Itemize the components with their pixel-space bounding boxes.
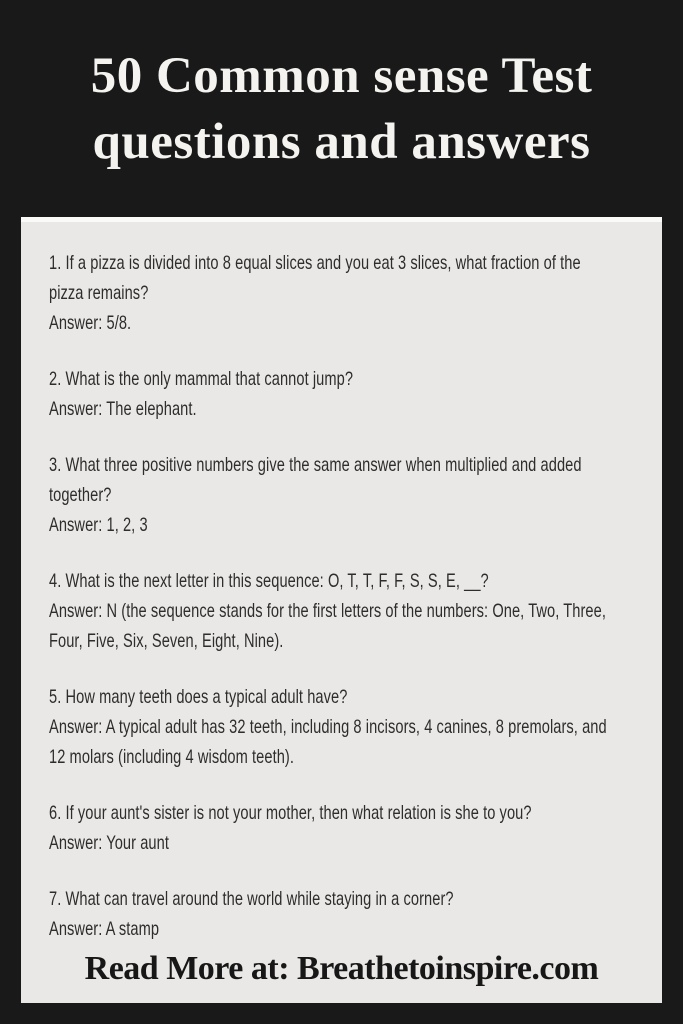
answer-text: Answer: Your aunt: [49, 832, 169, 854]
question-text: 1. If a pizza is divided into 8 equal slices and you eat 3 slices, what fraction of the pizza remains?: [49, 252, 581, 304]
question-text: 7. What can travel around the world while staying in a corner?: [49, 888, 454, 910]
content-panel: [21, 217, 662, 1003]
answer-text: Answer: The elephant.: [49, 398, 197, 420]
answer-text: Answer: A stamp: [49, 918, 160, 940]
question-text: 6. If your aunt's sister is not your mother, then what relation is she to you?: [49, 802, 532, 824]
question-text: 2. What is the only mammal that cannot jump?: [49, 368, 354, 390]
answer-text: Answer: 1, 2, 3: [49, 514, 148, 536]
question-text: 4. What is the next letter in this sequence: O, T, T, F, F, S, S, E, __?: [49, 570, 489, 592]
qa-list: [49, 248, 610, 944]
read-more-footer: [21, 949, 662, 989]
qa-item-4: [49, 566, 610, 656]
page-title: [91, 43, 593, 175]
question-text: 5. How many teeth does a typical adult have?: [49, 686, 348, 708]
answer-text: Answer: 5/8.: [49, 312, 132, 334]
page-title-line-2: questions and answers: [92, 113, 591, 170]
qa-item-6: [49, 798, 610, 858]
qa-item-7: [49, 884, 610, 944]
read-more-text: Read More at: Breathetoinspire.com: [84, 950, 599, 987]
header: [0, 0, 683, 217]
question-text: 3. What three positive numbers give the same answer when multiplied and added together?: [49, 454, 582, 506]
answer-text: Answer: A typical adult has 32 teeth, including 8 incisors, 4 canines, 8 premolars, and 12 molars (including 4 wisdom teeth).: [49, 716, 607, 768]
answer-text: Answer: N (the sequence stands for the first letters of the numbers: One, Two, Three, Four, Five, Six, Seven, Eight, Nine).: [49, 600, 606, 652]
qa-item-3: [49, 450, 610, 540]
qa-item-2: [49, 364, 610, 424]
qa-item-5: [49, 682, 610, 772]
page-title-line-1: 50 Common sense Test: [90, 47, 593, 104]
qa-item-1: [49, 248, 610, 338]
